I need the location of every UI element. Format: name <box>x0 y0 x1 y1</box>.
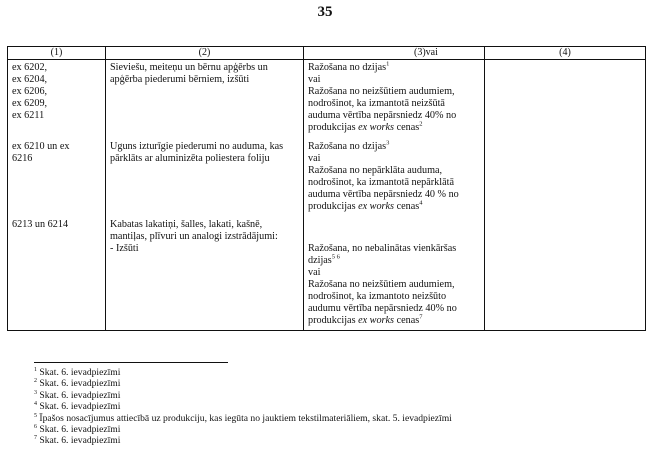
footnote <box>34 435 452 446</box>
header-col-4: (4) <box>485 47 646 60</box>
description-line: Uguns izturīgie piederumi no auduma, kas <box>110 140 284 152</box>
footnote-text: Skat. 6. ievadpiezīmi <box>39 389 121 401</box>
hs-code: ex 6211 <box>12 110 45 121</box>
footnote-text: Skat. 6. ievadpiezīmi <box>39 378 121 390</box>
rule-text: vai <box>308 74 321 85</box>
footnote <box>34 401 452 412</box>
rule-text: Ražošana, no nebalinātas vienkāršas <box>308 242 457 254</box>
rule-text: auduma vērtība nepārsniedz 40% no <box>308 110 457 121</box>
rule-text: nodrošinot, ka izmantoto neizšūto <box>308 290 447 302</box>
footnote <box>34 367 452 378</box>
rule-text: produkcijas <box>308 200 356 212</box>
ex-works-term: ex works <box>358 122 395 133</box>
header-or-label: vai <box>425 47 438 58</box>
rule-line <box>308 98 480 110</box>
header-col-2: (2) <box>106 47 304 60</box>
rule-text: Ražošana no neizšūtiem audumiem, <box>308 86 455 97</box>
rule-line <box>308 201 480 213</box>
footnote-ref: 5 6 <box>331 253 340 261</box>
origin-rules-table <box>7 46 646 331</box>
footnote-text: Skat. 6. ievadpiezīmi <box>39 435 121 447</box>
rule-line <box>308 279 480 291</box>
footnote-text: Skat. 6. ievadpiezīmi <box>39 424 121 436</box>
hs-code: 6213 un 6214 <box>12 218 69 230</box>
working-rule-cell <box>304 216 485 331</box>
ex-works-term: ex works <box>358 314 395 326</box>
rule-text: dzijas <box>308 254 332 266</box>
footnote-number: 1 <box>34 366 37 373</box>
rule-line <box>308 165 480 177</box>
product-description-cell <box>106 60 304 138</box>
rule-line <box>308 255 480 267</box>
description-line: Kabatas lakatiņi, šalles, lakati, kašnē, <box>110 218 263 230</box>
footnote-text: Skat. 6. ievadpiezīmi <box>39 401 121 413</box>
footnote-separator <box>34 362 228 363</box>
rule-text: Ražošana no dzijas <box>308 62 387 73</box>
rule-line <box>308 303 480 315</box>
description-line: Sieviešu, meiteņu un bērnu apģērbs un <box>110 62 268 73</box>
rule-line <box>308 291 480 303</box>
footnote <box>34 424 452 435</box>
footnote-text: Īpašos nosacījumus attiecībā uz produkciju, kas iegūta no jauktiem tekstilmateriāliem, skat. 5. ievadpiezīmi <box>39 412 452 424</box>
description-line: pārklāts ar aluminizēta poliestera foliju <box>110 152 270 164</box>
table-header-row <box>8 47 646 60</box>
footnote-ref: 4 <box>419 199 423 207</box>
rule-text: audumu vērtība nepārsniedz 40% no <box>308 302 457 314</box>
rule-line <box>308 110 480 122</box>
page-number: 35 <box>317 4 333 20</box>
working-rule-cell <box>304 60 485 138</box>
footnote-number: 7 <box>34 435 37 442</box>
hs-code: ex 6209, <box>12 98 48 109</box>
hs-code: ex 6202, <box>12 62 48 73</box>
footnotes <box>34 367 452 447</box>
footnote <box>34 390 452 401</box>
header-col-3-label: (3) <box>414 47 426 58</box>
hs-codes-cell <box>8 216 106 331</box>
rule-text: nodrošinot, ka izmantotā neizšūtā <box>308 98 445 109</box>
working-rule-cell <box>304 138 485 216</box>
footnote-number: 5 <box>34 412 37 419</box>
table-row <box>8 138 646 216</box>
rule-text: cenas <box>396 122 420 133</box>
ex-works-term: ex works <box>358 200 395 212</box>
footnote <box>34 413 452 424</box>
rule-text: vai <box>308 152 321 164</box>
product-description-cell <box>106 216 304 331</box>
rule-text: produkcijas <box>308 314 356 326</box>
alternative-rule-cell <box>485 216 646 331</box>
rule-line <box>308 74 480 86</box>
footnote-ref: 1 <box>386 60 390 68</box>
description-line: mantiļas, plīvuri un analogi izstrādājumi: <box>110 230 278 242</box>
hs-code: ex 6204, <box>12 74 48 85</box>
table-row <box>8 216 646 331</box>
hs-code: ex 6206, <box>12 86 48 97</box>
rule-text: Ražošana no nepārklāta auduma, <box>308 164 443 176</box>
footnote-number: 3 <box>34 389 37 396</box>
hs-codes-cell <box>8 138 106 216</box>
rule-text: auduma vērtība nepārsniedz 40 % no <box>308 188 459 200</box>
alternative-rule-cell <box>485 60 646 138</box>
rule-line <box>308 315 480 327</box>
footnote-ref: 7 <box>419 313 423 321</box>
rule-line <box>308 189 480 201</box>
header-col-3 <box>304 47 485 60</box>
rule-line <box>308 141 480 153</box>
hs-code: 6216 <box>12 152 33 164</box>
header-col-1: (1) <box>8 47 106 60</box>
hs-codes-cell <box>8 60 106 138</box>
table-row <box>8 60 646 138</box>
footnote-number: 4 <box>34 401 37 408</box>
footnote-ref: 2 <box>419 120 423 128</box>
rule-line <box>308 177 480 189</box>
rule-text: Ražošana no dzijas <box>308 140 387 152</box>
rule-line <box>308 122 480 134</box>
footnote-text: Skat. 6. ievadpiezīmi <box>39 367 121 378</box>
rule-text: vai <box>308 266 321 278</box>
footnote <box>34 378 452 389</box>
alternative-rule-cell <box>485 138 646 216</box>
rule-line <box>308 86 480 98</box>
table-body <box>8 60 646 331</box>
rule-text: cenas <box>396 200 420 212</box>
rule-line <box>308 62 480 74</box>
hs-code: ex 6210 un ex <box>12 140 70 152</box>
rule-text: produkcijas <box>308 122 356 133</box>
rule-text: nodrošinot, ka izmantotā nepārklātā <box>308 176 454 188</box>
rule-line <box>308 267 480 279</box>
rule-text: cenas <box>396 314 420 326</box>
footnote-number: 6 <box>34 423 37 430</box>
description-line: apģērba piederumi bērniem, izšūti <box>110 74 250 85</box>
footnote-ref: 3 <box>386 139 390 147</box>
rule-line <box>308 153 480 165</box>
footnote-number: 2 <box>34 378 37 385</box>
description-line: - Izšūti <box>110 242 139 254</box>
rule-text: Ražošana no neizšūtiem audumiem, <box>308 278 455 290</box>
product-description-cell <box>106 138 304 216</box>
